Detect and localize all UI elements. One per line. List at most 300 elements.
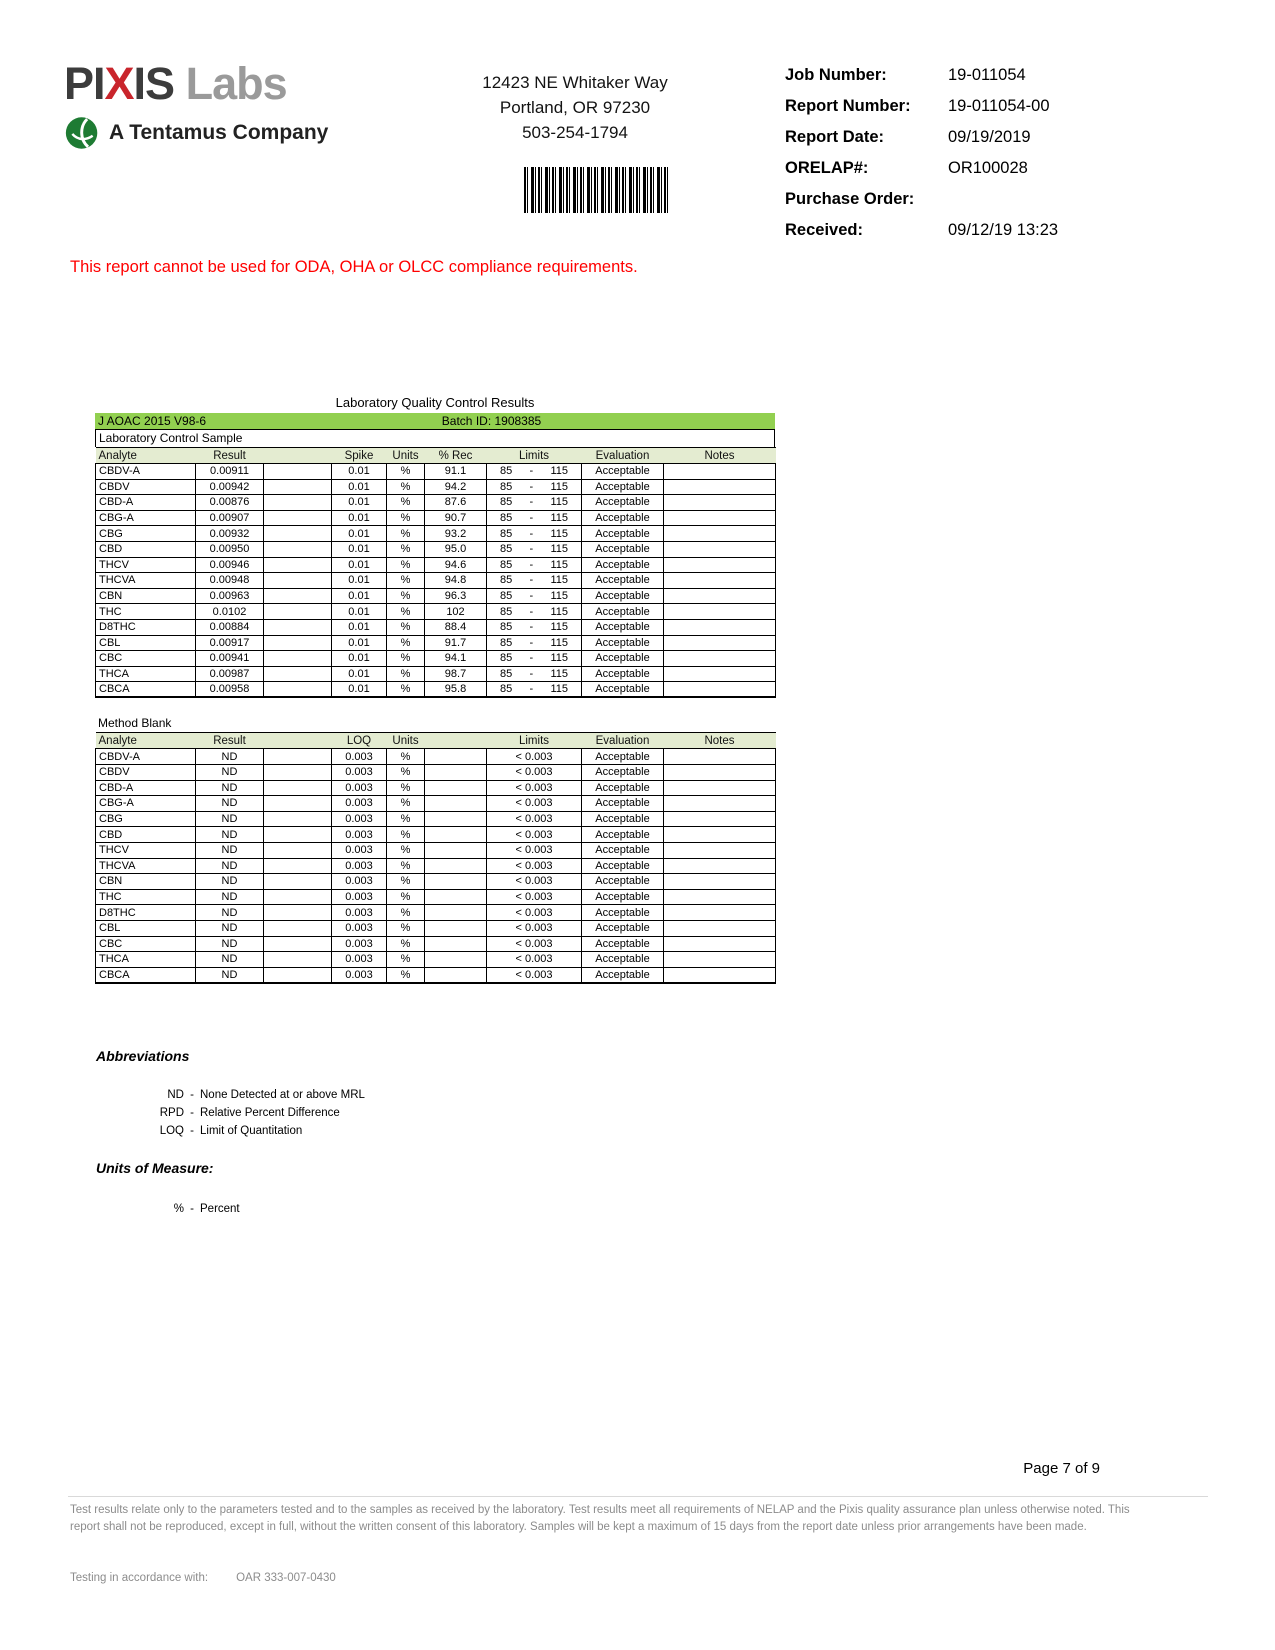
- cell-units: %: [387, 666, 425, 682]
- limit-dash: -: [529, 605, 534, 618]
- cell-rec: 87.6: [425, 495, 487, 511]
- info-row: [785, 221, 1215, 252]
- info-value: 19-011054-00: [948, 97, 1050, 115]
- limit-dash: -: [529, 465, 534, 478]
- lab-address: [440, 70, 710, 145]
- cell-analyte: CBC: [96, 651, 196, 667]
- cell-notes: [664, 510, 776, 526]
- legend-code: LOQ: [159, 1125, 184, 1137]
- cell-limit: < 0.003: [487, 967, 582, 983]
- cell-notes: [664, 588, 776, 604]
- limits-range: [490, 606, 578, 618]
- cell-notes: [664, 651, 776, 667]
- cell-evaluation: Acceptable: [582, 842, 664, 858]
- cell-result: ND: [196, 842, 264, 858]
- cell-units: %: [387, 635, 425, 651]
- qc-title: Laboratory Quality Control Results: [335, 395, 535, 410]
- cell-spike: 0.01: [332, 573, 387, 589]
- cell-blank: [264, 765, 332, 781]
- limit-low: 85: [500, 574, 513, 587]
- cell-units: %: [387, 811, 425, 827]
- limit-low: 85: [500, 668, 513, 681]
- cell-rec: 94.8: [425, 573, 487, 589]
- logo-part: [174, 58, 186, 109]
- cell-analyte: THC: [96, 604, 196, 620]
- limit-low: 85: [500, 621, 513, 634]
- cell-evaluation: Acceptable: [582, 796, 664, 812]
- cell-result: 0.00941: [196, 651, 264, 667]
- cell-limit: < 0.003: [487, 796, 582, 812]
- qc-section: [95, 395, 775, 984]
- table-row: [96, 765, 776, 781]
- cell-blank: [264, 651, 332, 667]
- table-row: [96, 666, 776, 682]
- cell-units: %: [387, 479, 425, 495]
- cell-evaluation: Acceptable: [582, 765, 664, 781]
- cell-result: ND: [196, 858, 264, 874]
- legend-dash: -: [190, 1125, 194, 1137]
- cell-notes: [664, 619, 776, 635]
- cell-evaluation: Acceptable: [582, 651, 664, 667]
- cell-units: %: [387, 889, 425, 905]
- legend-code: RPD: [159, 1107, 184, 1119]
- cell-result: 0.00907: [196, 510, 264, 526]
- cell-evaluation: Acceptable: [582, 952, 664, 968]
- cell-result: ND: [196, 967, 264, 983]
- lcs-section-label: Laboratory Control Sample: [95, 429, 775, 447]
- cell-limit: < 0.003: [487, 858, 582, 874]
- cell-limits: [487, 557, 582, 573]
- cell-result: 0.00884: [196, 619, 264, 635]
- cell-notes: [664, 780, 776, 796]
- table-row: [96, 936, 776, 952]
- cell-rec: 88.4: [425, 619, 487, 635]
- cell-notes: [664, 796, 776, 812]
- limits-range: [490, 543, 578, 555]
- cell-rec: 94.6: [425, 557, 487, 573]
- cell-rec: 102: [425, 604, 487, 620]
- cell-blank: [264, 557, 332, 573]
- cell-evaluation: Acceptable: [582, 510, 664, 526]
- legend-dash: -: [190, 1203, 194, 1215]
- cell-blank: [425, 967, 487, 983]
- tentamus-tagline: A Tentamus Company: [109, 121, 329, 144]
- column-header: Notes: [664, 448, 776, 464]
- cell-blank: [264, 604, 332, 620]
- cell-units: %: [387, 905, 425, 921]
- cell-analyte: CBG: [96, 811, 196, 827]
- limit-low: 85: [500, 636, 513, 649]
- units-title: Units of Measure:: [96, 1160, 214, 1176]
- batch-header-bar: [95, 413, 775, 429]
- cell-units: %: [387, 858, 425, 874]
- table-row: [96, 811, 776, 827]
- cell-rec: 95.8: [425, 682, 487, 698]
- cell-result: 0.00942: [196, 479, 264, 495]
- cell-limits: [487, 526, 582, 542]
- table-row: [96, 604, 776, 620]
- table-row: [96, 464, 776, 480]
- cell-spike: 0.01: [332, 651, 387, 667]
- table-row: [96, 749, 776, 765]
- limit-dash: -: [529, 480, 534, 493]
- legend-item: [96, 1122, 365, 1140]
- cell-limit: < 0.003: [487, 765, 582, 781]
- cell-blank: [264, 858, 332, 874]
- cell-evaluation: Acceptable: [582, 811, 664, 827]
- cell-loq: 0.003: [332, 749, 387, 765]
- legend-item: [96, 1200, 240, 1218]
- cell-rec: 94.2: [425, 479, 487, 495]
- limits-range: [490, 637, 578, 649]
- cell-units: %: [387, 796, 425, 812]
- cell-limit: < 0.003: [487, 889, 582, 905]
- cell-evaluation: Acceptable: [582, 936, 664, 952]
- limits-range: [490, 652, 578, 664]
- table-row: [96, 842, 776, 858]
- table-row: [96, 780, 776, 796]
- cell-evaluation: Acceptable: [582, 604, 664, 620]
- logo-part: IS: [133, 58, 175, 109]
- cell-notes: [664, 952, 776, 968]
- cell-limits: [487, 604, 582, 620]
- limit-high: 115: [550, 496, 568, 509]
- limit-high: 115: [550, 574, 568, 587]
- table-row: [96, 479, 776, 495]
- limits-range: [490, 559, 578, 571]
- cell-units: %: [387, 749, 425, 765]
- legend-code: %: [173, 1203, 184, 1215]
- limit-low: 85: [500, 512, 513, 525]
- cell-units: %: [387, 920, 425, 936]
- cell-units: %: [387, 541, 425, 557]
- cell-rec: 91.1: [425, 464, 487, 480]
- cell-analyte: CBD: [96, 827, 196, 843]
- column-header: Result: [196, 733, 264, 749]
- limits-range: [490, 590, 578, 602]
- limit-low: 85: [500, 605, 513, 618]
- mb-section-label: Method Blank: [98, 716, 172, 731]
- cell-result: 0.00963: [196, 588, 264, 604]
- cell-evaluation: Acceptable: [582, 780, 664, 796]
- cell-blank: [425, 858, 487, 874]
- barcode: [524, 167, 670, 213]
- legend-code: ND: [167, 1089, 184, 1101]
- limits-range: [490, 528, 578, 540]
- cell-result: ND: [196, 889, 264, 905]
- cell-notes: [664, 889, 776, 905]
- cell-analyte: CBG: [96, 526, 196, 542]
- cell-analyte: THCV: [96, 557, 196, 573]
- cell-limit: < 0.003: [487, 827, 582, 843]
- cell-loq: 0.003: [332, 967, 387, 983]
- cell-blank: [264, 842, 332, 858]
- cell-blank: [264, 827, 332, 843]
- cell-analyte: CBCA: [96, 682, 196, 698]
- table-row: [96, 827, 776, 843]
- cell-analyte: THCVA: [96, 858, 196, 874]
- cell-rec: 98.7: [425, 666, 487, 682]
- tentamus-leaf-icon: [64, 114, 101, 152]
- table-row: [96, 573, 776, 589]
- logo-part: X: [104, 58, 134, 109]
- cell-blank: [425, 952, 487, 968]
- cell-blank: [425, 827, 487, 843]
- cell-notes: [664, 749, 776, 765]
- cell-loq: 0.003: [332, 920, 387, 936]
- limits-range: [490, 481, 578, 493]
- limit-dash: -: [529, 527, 534, 540]
- cell-analyte: CBDV: [96, 479, 196, 495]
- cell-spike: 0.01: [332, 495, 387, 511]
- cell-evaluation: Acceptable: [582, 967, 664, 983]
- abbreviations-block: [96, 1048, 365, 1140]
- limits-range: [490, 683, 578, 695]
- cell-loq: 0.003: [332, 889, 387, 905]
- cell-evaluation: Acceptable: [582, 874, 664, 890]
- column-header: Evaluation: [582, 448, 664, 464]
- legend-text: None Detected at or above MRL: [200, 1089, 365, 1101]
- cell-blank: [264, 796, 332, 812]
- cell-result: 0.00946: [196, 557, 264, 573]
- legend-text: Percent: [200, 1203, 240, 1215]
- limit-low: 85: [500, 527, 513, 540]
- cell-evaluation: Acceptable: [582, 889, 664, 905]
- limit-high: 115: [550, 590, 568, 603]
- cell-blank: [264, 495, 332, 511]
- cell-notes: [664, 635, 776, 651]
- cell-units: %: [387, 651, 425, 667]
- accordance-line: [70, 1572, 336, 1584]
- cell-analyte: CBN: [96, 874, 196, 890]
- cell-analyte: CBN: [96, 588, 196, 604]
- page-number: Page 7 of 9: [1023, 1460, 1100, 1477]
- info-value: 19-011054: [948, 66, 1026, 84]
- cell-evaluation: Acceptable: [582, 920, 664, 936]
- limit-low: 85: [500, 683, 513, 696]
- cell-units: %: [387, 464, 425, 480]
- cell-evaluation: Acceptable: [582, 635, 664, 651]
- cell-spike: 0.01: [332, 682, 387, 698]
- cell-notes: [664, 526, 776, 542]
- cell-blank: [264, 936, 332, 952]
- cell-result: ND: [196, 780, 264, 796]
- cell-loq: 0.003: [332, 905, 387, 921]
- cell-units: %: [387, 526, 425, 542]
- limit-dash: -: [529, 574, 534, 587]
- column-header: [425, 733, 487, 749]
- cell-analyte: CBG-A: [96, 510, 196, 526]
- cell-rec: 91.7: [425, 635, 487, 651]
- cell-blank: [264, 889, 332, 905]
- cell-blank: [264, 573, 332, 589]
- cell-units: %: [387, 952, 425, 968]
- column-header: Limits: [487, 448, 582, 464]
- table-row: [96, 967, 776, 983]
- cell-evaluation: Acceptable: [582, 619, 664, 635]
- cell-evaluation: Acceptable: [582, 479, 664, 495]
- cell-limit: < 0.003: [487, 905, 582, 921]
- cell-units: %: [387, 874, 425, 890]
- cell-units: %: [387, 967, 425, 983]
- column-header: % Rec: [425, 448, 487, 464]
- cell-result: 0.00948: [196, 573, 264, 589]
- cell-blank: [425, 874, 487, 890]
- lcs-header-row: [96, 448, 776, 464]
- cell-result: ND: [196, 765, 264, 781]
- cell-blank: [425, 765, 487, 781]
- limit-high: 115: [550, 683, 568, 696]
- cell-analyte: CBDV-A: [96, 464, 196, 480]
- cell-spike: 0.01: [332, 666, 387, 682]
- info-label: Report Date:: [785, 128, 885, 146]
- cell-rec: 94.1: [425, 651, 487, 667]
- limit-dash: -: [529, 558, 534, 571]
- footer-legal-text: Test results relate only to the parameters tested and to the samples as received by the laboratory. Test results meet all requirements of NELAP and the Pixis quality assurance plan unless otherwise noted. This report shall not be reproduced, except in full, without the written consent of this laboratory. Samples will be kept a maximum of 15 days from the report date unless prior arrangements have been made.: [70, 1504, 1130, 1533]
- cell-blank: [264, 905, 332, 921]
- legend-dash: -: [190, 1107, 194, 1119]
- column-header: Result: [196, 448, 264, 464]
- address-line: 12423 NE Whitaker Way: [482, 73, 668, 92]
- limit-low: 85: [500, 480, 513, 493]
- column-header: Units: [387, 448, 425, 464]
- column-header: Analyte: [96, 448, 196, 464]
- cell-evaluation: Acceptable: [582, 905, 664, 921]
- cell-loq: 0.003: [332, 827, 387, 843]
- cell-blank: [264, 541, 332, 557]
- cell-units: %: [387, 780, 425, 796]
- limit-high: 115: [550, 636, 568, 649]
- limit-dash: -: [529, 652, 534, 665]
- cell-result: 0.00917: [196, 635, 264, 651]
- cell-spike: 0.01: [332, 510, 387, 526]
- cell-limits: [487, 588, 582, 604]
- column-header: Evaluation: [582, 733, 664, 749]
- table-row: [96, 541, 776, 557]
- cell-evaluation: Acceptable: [582, 858, 664, 874]
- limit-dash: -: [529, 668, 534, 681]
- cell-notes: [664, 464, 776, 480]
- cell-result: ND: [196, 905, 264, 921]
- info-value: OR100028: [948, 159, 1028, 177]
- cell-blank: [425, 842, 487, 858]
- cell-loq: 0.003: [332, 874, 387, 890]
- cell-result: ND: [196, 827, 264, 843]
- legend-item: [96, 1104, 365, 1122]
- limit-low: 85: [500, 590, 513, 603]
- table-row: [96, 920, 776, 936]
- cell-result: 0.0102: [196, 604, 264, 620]
- cell-analyte: CBDV: [96, 765, 196, 781]
- table-row: [96, 952, 776, 968]
- cell-notes: [664, 827, 776, 843]
- cell-notes: [664, 604, 776, 620]
- limit-high: 115: [550, 558, 568, 571]
- limits-range: [490, 668, 578, 680]
- cell-loq: 0.003: [332, 811, 387, 827]
- cell-evaluation: Acceptable: [582, 827, 664, 843]
- cell-limits: [487, 666, 582, 682]
- method-name: J AOAC 2015 V98-6: [98, 414, 207, 428]
- cell-notes: [664, 874, 776, 890]
- cell-blank: [264, 464, 332, 480]
- cell-blank: [425, 811, 487, 827]
- limit-high: 115: [550, 527, 568, 540]
- cell-result: 0.00958: [196, 682, 264, 698]
- cell-analyte: D8THC: [96, 905, 196, 921]
- cell-evaluation: Acceptable: [582, 526, 664, 542]
- table-row: [96, 510, 776, 526]
- cell-analyte: CBD-A: [96, 495, 196, 511]
- limit-high: 115: [550, 621, 568, 634]
- cell-limits: [487, 651, 582, 667]
- column-header: Spike: [332, 448, 387, 464]
- cell-blank: [264, 749, 332, 765]
- limit-low: 85: [500, 465, 513, 478]
- legend-dash: -: [190, 1089, 194, 1101]
- cell-blank: [264, 588, 332, 604]
- cell-analyte: CBD: [96, 541, 196, 557]
- limit-dash: -: [529, 621, 534, 634]
- cell-limit: < 0.003: [487, 920, 582, 936]
- cell-limit: < 0.003: [487, 874, 582, 890]
- cell-analyte: THCA: [96, 666, 196, 682]
- column-header: LOQ: [332, 733, 387, 749]
- cell-notes: [664, 967, 776, 983]
- cell-blank: [264, 635, 332, 651]
- cell-blank: [425, 936, 487, 952]
- cell-blank: [264, 811, 332, 827]
- batch-id: Batch ID: 1908385: [441, 414, 542, 428]
- logo-part: PI: [64, 58, 105, 109]
- cell-loq: 0.003: [332, 780, 387, 796]
- cell-analyte: CBD-A: [96, 780, 196, 796]
- cell-blank: [264, 510, 332, 526]
- table-row: [96, 619, 776, 635]
- cell-notes: [664, 765, 776, 781]
- cell-notes: [664, 495, 776, 511]
- table-row: [96, 682, 776, 698]
- cell-units: %: [387, 510, 425, 526]
- cell-analyte: CBL: [96, 920, 196, 936]
- cell-limit: < 0.003: [487, 811, 582, 827]
- cell-result: ND: [196, 874, 264, 890]
- limit-dash: -: [529, 636, 534, 649]
- limit-high: 115: [550, 465, 568, 478]
- cell-notes: [664, 811, 776, 827]
- cell-rec: 90.7: [425, 510, 487, 526]
- cell-evaluation: Acceptable: [582, 573, 664, 589]
- cell-notes: [664, 936, 776, 952]
- cell-result: ND: [196, 796, 264, 812]
- legend-text: Limit of Quantitation: [200, 1125, 303, 1137]
- table-row: [96, 557, 776, 573]
- cell-result: ND: [196, 811, 264, 827]
- cell-blank: [264, 967, 332, 983]
- accordance-value: OAR 333-007-0430: [236, 1572, 336, 1584]
- limit-high: 115: [550, 512, 568, 525]
- cell-loq: 0.003: [332, 858, 387, 874]
- limit-low: 85: [500, 496, 513, 509]
- table-row: [96, 874, 776, 890]
- table-row: [96, 889, 776, 905]
- compliance-disclaimer: This report cannot be used for ODA, OHA or OLCC compliance requirements.: [70, 258, 638, 276]
- mb-header-row: [96, 733, 776, 749]
- cell-spike: 0.01: [332, 557, 387, 573]
- cell-analyte: CBC: [96, 936, 196, 952]
- accordance-label: Testing in accordance with:: [70, 1572, 209, 1584]
- pixis-labs-logo: [64, 60, 328, 152]
